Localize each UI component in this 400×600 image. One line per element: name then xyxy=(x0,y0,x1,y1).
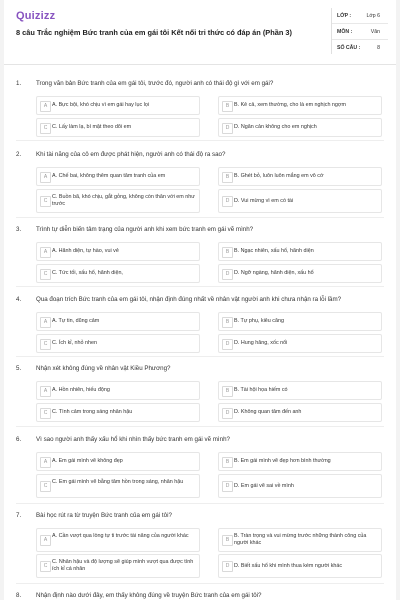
option-text: B. Tự phụ, kiêu căng xyxy=(234,318,284,324)
question-text: Bài học rút ra từ truyện Bức tranh của em gái tôi? xyxy=(36,512,172,519)
letter-badge: A xyxy=(40,101,51,112)
option-text: A. Hồn nhiên, hiếu động xyxy=(52,387,110,393)
letter-badge: B xyxy=(222,101,233,112)
meta-table xyxy=(331,8,388,54)
option-b[interactable] xyxy=(218,167,382,186)
question-text: Khi tài năng của cô em được phát hiện, người anh có thái độ ra sao? xyxy=(36,151,226,158)
option-text: C. Tức tối, xấu hổ, hãnh diện, xyxy=(52,270,123,276)
option-text: B. Tràn trọng và vui mừng trước những thành công của người khác xyxy=(234,533,367,546)
divider xyxy=(16,356,384,357)
option-a[interactable] xyxy=(36,96,200,115)
letter-badge: D xyxy=(222,269,233,280)
question-text: Trình tự diễn biến tâm trạng của người anh khi xem bức tranh em gái vẽ mình? xyxy=(36,226,254,233)
question-text: Nhận xét không đúng về nhân vật Kiều Phương? xyxy=(36,365,171,372)
letter-badge: D xyxy=(222,408,233,419)
letter-badge: D xyxy=(222,196,233,207)
letter-badge: A xyxy=(40,386,51,397)
letter-badge: B xyxy=(222,172,233,183)
option-text: A. Cần vượt qua lòng tự ti trước tài năng của người khác xyxy=(52,533,189,539)
divider xyxy=(16,583,384,584)
option-a[interactable] xyxy=(36,381,200,400)
option-a[interactable] xyxy=(36,167,200,186)
meta-value: Văn xyxy=(370,29,380,35)
option-d[interactable] xyxy=(218,118,382,137)
meta-row-count xyxy=(332,40,388,55)
option-d[interactable] xyxy=(218,403,382,422)
letter-badge: C xyxy=(40,561,51,572)
option-a[interactable] xyxy=(36,312,200,331)
question-number: 3. xyxy=(16,226,22,233)
question-text: Vì sao người anh thấy xấu hổ khi nhìn thấy bức tranh em gái vẽ mình? xyxy=(36,436,230,443)
question-text: Trong văn bản Bức tranh của em gái tôi, trước đó, người anh có thái độ gì với em gái? xyxy=(36,80,274,87)
option-text: C. Buồn bã, khó chịu, gắt gỏng, không còn thân với em như trước xyxy=(52,194,195,207)
meta-row-grade xyxy=(332,8,388,24)
meta-key: LỚP : xyxy=(337,13,352,19)
option-text: C. Tình cảm trong sáng nhân hậu xyxy=(52,409,133,415)
option-text: D. Hung hăng, xốc nổi xyxy=(234,340,288,346)
question-number: 4. xyxy=(16,296,22,303)
option-a[interactable] xyxy=(36,528,200,552)
option-c[interactable] xyxy=(36,403,200,422)
letter-badge: A xyxy=(40,535,51,546)
meta-row-subject xyxy=(332,24,388,40)
meta-key: SỐ CÂU : xyxy=(337,45,361,51)
letter-badge: A xyxy=(40,247,51,258)
option-b[interactable] xyxy=(218,312,382,331)
option-c[interactable] xyxy=(36,554,200,578)
option-text: D. Không quan tâm đến anh xyxy=(234,409,302,415)
option-text: B. Kẻ cả, xem thường, cho là em nghịch ngợm xyxy=(234,102,346,108)
letter-badge: D xyxy=(222,481,233,492)
letter-badge: C xyxy=(40,196,51,207)
option-c[interactable] xyxy=(36,189,200,213)
question-text: Nhận định nào dưới đây, em thấy không đúng về truyện Bức tranh của em gái tôi? xyxy=(36,592,262,599)
divider xyxy=(16,217,384,218)
letter-badge: B xyxy=(222,317,233,328)
option-text: A. Hãnh diện, tự hào, vui vẻ xyxy=(52,248,119,254)
option-text: A. Tự tin, dũng cảm xyxy=(52,318,100,324)
option-text: D. Ngỡ ngàng, hãnh diện, xấu hổ xyxy=(234,270,314,276)
letter-badge: D xyxy=(222,561,233,572)
question-text: Qua đoạn trích Bức tranh của em gái tôi, nhận định đúng nhất về nhân vật người anh khi chưa nhận ra lỗi lầm? xyxy=(36,296,342,303)
option-text: B. Em gái mình vẽ đẹp hơn bình thường xyxy=(234,458,331,464)
divider xyxy=(16,426,384,427)
option-text: C. Lấy làm lạ, bí mật theo dõi em xyxy=(52,124,132,130)
divider xyxy=(16,140,384,141)
letter-badge: B xyxy=(222,386,233,397)
option-d[interactable] xyxy=(218,474,382,498)
worksheet-page xyxy=(4,0,396,600)
letter-badge: A xyxy=(40,457,51,468)
letter-badge: C xyxy=(40,339,51,350)
option-b[interactable] xyxy=(218,96,382,115)
option-d[interactable] xyxy=(218,554,382,578)
letter-badge: C xyxy=(40,408,51,419)
option-b[interactable] xyxy=(218,528,382,552)
option-text: C. Em gái mình vẽ bằng tâm hồn trong sáng, nhân hậu xyxy=(52,479,184,485)
option-b[interactable] xyxy=(218,242,382,261)
option-a[interactable] xyxy=(36,242,200,261)
option-b[interactable] xyxy=(218,452,382,471)
quizizz-logo: Quizizz xyxy=(16,10,56,22)
meta-value: Lớp 6 xyxy=(366,13,380,19)
option-c[interactable] xyxy=(36,264,200,283)
letter-badge: B xyxy=(222,535,233,546)
option-d[interactable] xyxy=(218,189,382,213)
option-text: C. Nhân hậu và độ lượng sẽ giúp mình vượt qua được tính ích kỉ cá nhân xyxy=(52,559,194,572)
divider xyxy=(16,503,384,504)
option-c[interactable] xyxy=(36,474,200,498)
worksheet-header xyxy=(4,0,396,65)
letter-badge: D xyxy=(222,123,233,134)
letter-badge: C xyxy=(40,481,51,492)
option-d[interactable] xyxy=(218,264,382,283)
question-number: 8. xyxy=(16,592,22,599)
letter-badge: B xyxy=(222,247,233,258)
letter-badge: B xyxy=(222,457,233,468)
option-c[interactable] xyxy=(36,334,200,353)
letter-badge: C xyxy=(40,269,51,280)
option-text: C. Ích kỉ, nhỏ nhen xyxy=(52,340,97,346)
option-text: A. Chế bai, không thêm quan tâm tranh của em xyxy=(52,173,166,179)
question-number: 1. xyxy=(16,80,22,87)
meta-key: MÔN : xyxy=(337,29,353,35)
letter-badge: A xyxy=(40,172,51,183)
option-c[interactable] xyxy=(36,118,200,137)
option-text: B. Ngạc nhiên, xấu hổ, hãnh diện xyxy=(234,248,314,254)
letter-badge: A xyxy=(40,317,51,328)
option-text: D. Ngăn cản không cho em nghịch xyxy=(234,124,317,130)
option-b[interactable] xyxy=(218,381,382,400)
option-text: D. Biết xấu hổ khi mình thua kém người khác xyxy=(234,563,343,569)
option-a[interactable] xyxy=(36,452,200,471)
option-text: D. Em gái vẽ sai về mình xyxy=(234,483,294,489)
question-number: 5. xyxy=(16,365,22,372)
option-text: D. Vui mừng vì em có tài xyxy=(234,198,294,204)
option-d[interactable] xyxy=(218,334,382,353)
letter-badge: D xyxy=(222,339,233,350)
question-number: 7. xyxy=(16,512,22,519)
meta-value: 8 xyxy=(377,45,380,51)
option-text: A. Bực bội, khó chịu vì em gái hay lục lọi xyxy=(52,102,150,108)
option-text: B. Tài hội họa hiếm có xyxy=(234,387,288,393)
divider xyxy=(16,286,384,287)
question-number: 2. xyxy=(16,151,22,158)
letter-badge: C xyxy=(40,123,51,134)
option-text: A. Em gái mình vẽ không đẹp xyxy=(52,458,123,464)
option-text: B. Ghét bỏ, luôn luôn mắng em vô cớ xyxy=(234,173,324,179)
worksheet-title: 8 câu Trắc nghiệm Bức tranh của em gái tôi Kết nối tri thức có đáp án (Phần 3) xyxy=(16,28,292,37)
question-number: 6. xyxy=(16,436,22,443)
